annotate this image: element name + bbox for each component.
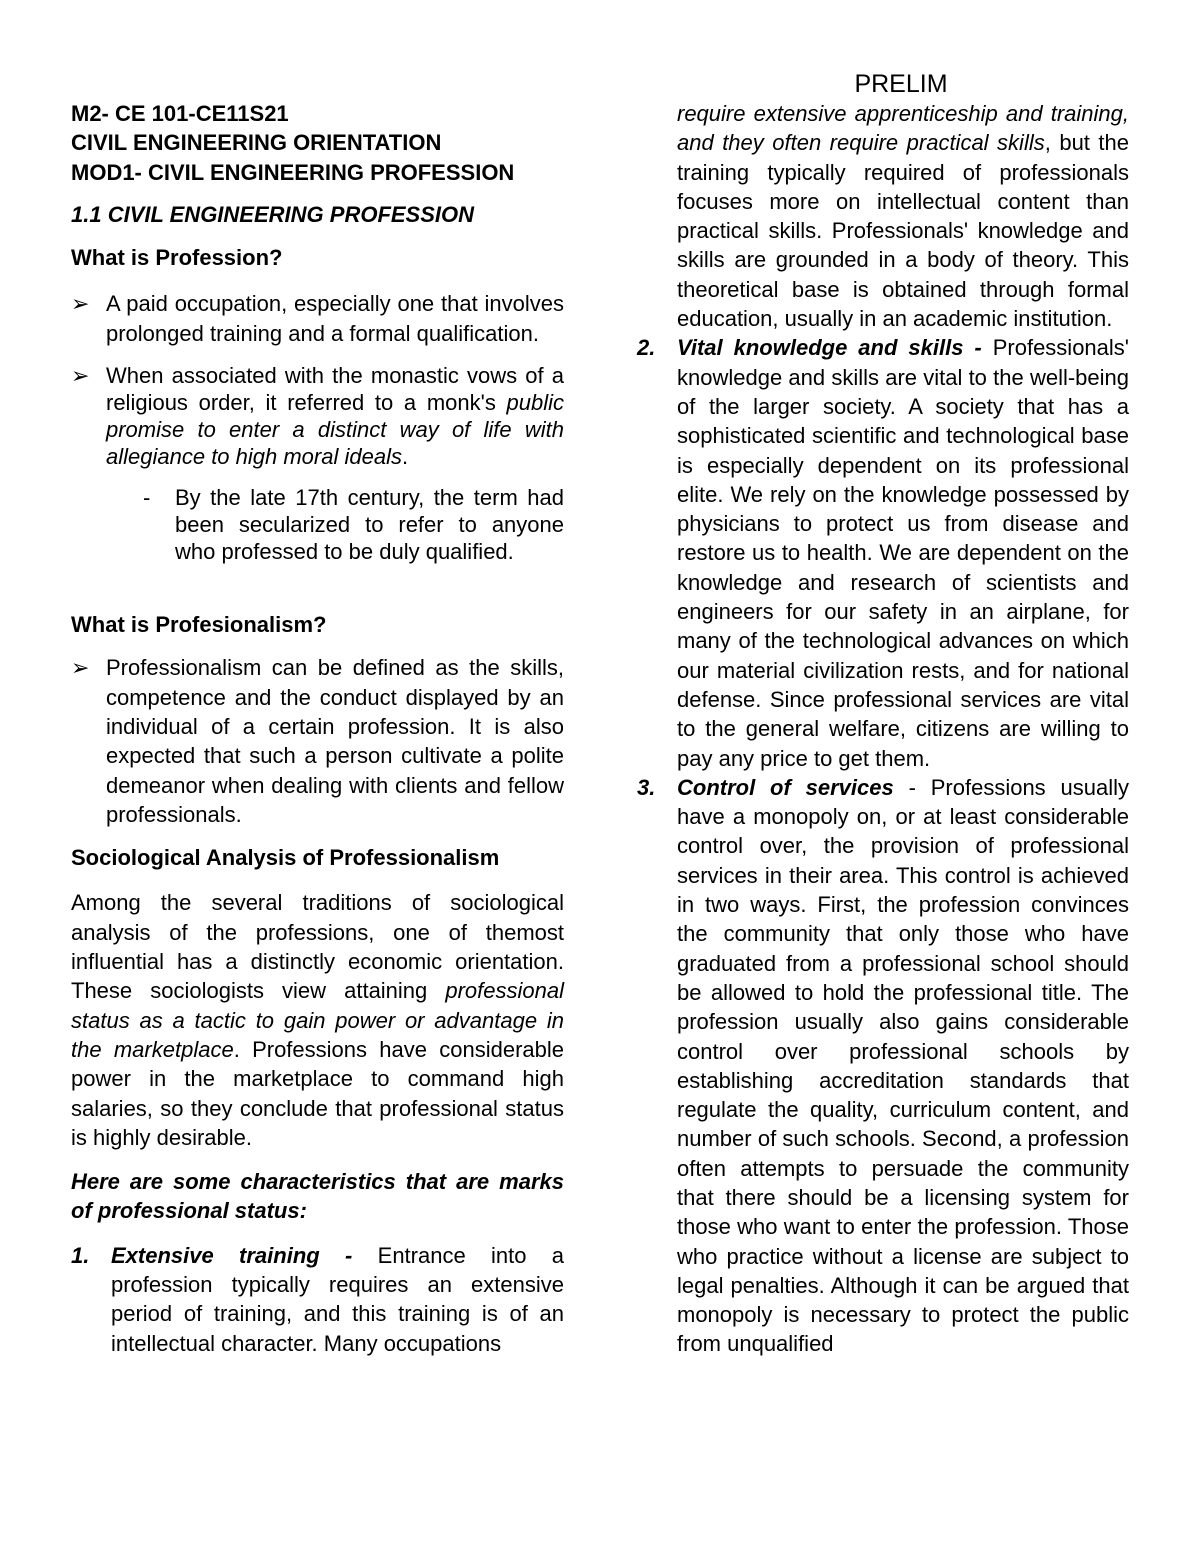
module-title: MOD1- CIVIL ENGINEERING PROFESSION	[71, 159, 515, 185]
item-text: Entrance into a profession typically requires an extensive period of training, and this training is of an intellectual character. Many occupations	[111, 1242, 564, 1356]
arrow-bullet-icon: ➢	[71, 655, 90, 681]
item-number: 3.	[637, 774, 656, 800]
characteristic-item-2	[637, 333, 1129, 772]
profession-bullet-2	[71, 362, 564, 470]
bullet-text: Professionalism can be defined as the skills, competence and the conduct displayed by an individual of a certain profession. It is also expected that such a person cultivate a polite demeanor when dealing with clients and fellow professionals.	[106, 655, 564, 827]
right-column	[637, 99, 1129, 1359]
characteristic-item-1-continued	[637, 99, 1129, 333]
item-text: - Professions usually have a monopoly on, or at least considerable control over, the provision of professional services in their area. This control is achieved in two ways. First, the profession convinces the community that only those who have graduated from a professional school should be allowed to hold the professional title. The profession usually also gains considerable control over professional schools by establishing accreditation standards that regulate the quality, curriculum content, and number of such schools. Second, a profession often attempts to persuade the community that there should be a licensing system for those who want to enter the profession. Those who practice without a license are subject to legal penalties. Although it can be argued that monopoly is necessary to protect the public from unqualified	[677, 774, 1129, 1357]
page-label: PRELIM	[854, 70, 948, 98]
course-title: CIVIL ENGINEERING ORIENTATION	[71, 130, 442, 156]
professionalism-heading: What is Profesionalism?	[71, 612, 327, 638]
paragraph-text-end: . Professions have considerable power in the marketplace to command high salaries, so they conclude that professional status is highly desirable.	[71, 1036, 564, 1150]
paragraph-italic: professional status as a tactic to gain power or advantage in the marketplace	[71, 978, 564, 1062]
paragraph-text: Among the several traditions of sociological analysis of the professions, one of themost influential has a distinctly economic orientation. These sociologists view attaining	[71, 890, 564, 1004]
arrow-bullet-icon: ➢	[71, 363, 90, 389]
item-text: , but the training typically required of professionals focuses more on intellectual content than practical skills. Professionals' knowledge and skills are grounded in a body of theory. This theoretical base is obtained through formal education, usually in an academic institution.	[677, 130, 1129, 332]
item-term: Extensive training -	[111, 1242, 353, 1268]
course-code: M2- CE 101-CE11S21	[71, 101, 289, 126]
bullet-text: A paid occupation, especially one that involves prolonged training and a formal qualification.	[106, 291, 564, 346]
bullet-text-end: .	[401, 444, 409, 470]
item-number: 1.	[71, 1242, 90, 1268]
item-text: Professionals' knowledge and skills are vital to the well-being of the larger society. A society that has a sophisticated scientific and technological base is especially dependent on its professional elite. We rely on the knowledge possessed by physicians to protect us from disease and restore us to health. We are dependent on the knowledge and research of scientists and engineers for our safety in an airplane, for many of the technological advances on which our material civilization rests, and for national defense. Since professional services are vital to the general welfare, citizens are willing to pay any price to get them.	[677, 335, 1129, 771]
characteristic-item-3	[637, 773, 1129, 1359]
item-term: Vital knowledge and skills -	[677, 335, 982, 361]
bullet-text-italic: public promise to enter a distinct way of life with allegiance to high moral ideals	[106, 390, 564, 470]
sociological-heading: Sociological Analysis of Professionalism	[71, 845, 500, 871]
profession-bullet-1	[71, 289, 564, 348]
sub-bullet-text: By the late 17th century, the term had been secularized to refer to anyone who professed to be duly qualified.	[175, 485, 564, 565]
profession-sub-bullet	[71, 484, 564, 565]
left-column	[71, 99, 564, 1358]
item-term: Control of services	[677, 774, 894, 800]
dash-bullet-icon: -	[143, 485, 151, 511]
profession-heading: What is Profession?	[71, 245, 283, 271]
arrow-bullet-icon: ➢	[71, 291, 90, 317]
sociological-paragraph	[71, 888, 564, 1152]
bullet-text: When associated with the monastic vows of a religious order, it referred to a monk's	[106, 363, 564, 416]
item-number: 2.	[637, 335, 656, 361]
item-text-italic: require extensive apprenticeship and training, and they often require practical skills	[677, 101, 1129, 156]
professionalism-bullet-1	[71, 653, 564, 829]
characteristic-item-1	[71, 1241, 564, 1358]
section-title: 1.1 CIVIL ENGINEERING PROFESSION	[71, 201, 475, 227]
characteristics-heading: Here are some characteristics that are marks of professional status:	[71, 1169, 564, 1224]
